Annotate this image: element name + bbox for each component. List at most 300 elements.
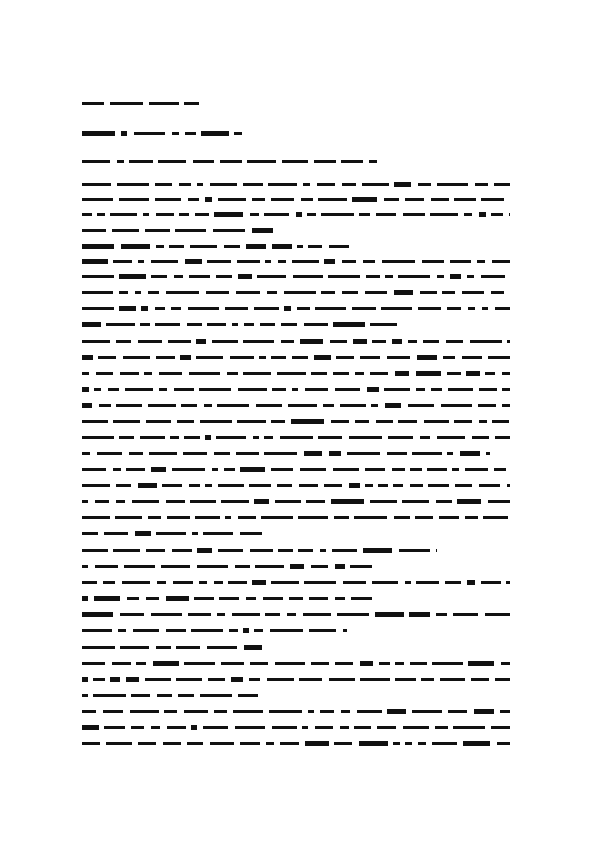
word-mark	[291, 419, 324, 424]
word-mark	[270, 629, 303, 632]
word-mark	[431, 388, 442, 391]
word-mark	[214, 452, 230, 455]
word-mark	[439, 516, 459, 519]
word-mark	[224, 245, 240, 248]
text-line	[82, 677, 510, 682]
word-mark	[332, 549, 357, 552]
word-mark	[335, 662, 353, 665]
word-mark	[350, 565, 372, 568]
word-mark	[353, 339, 367, 344]
word-mark	[366, 275, 380, 278]
word-mark	[442, 291, 455, 294]
word-mark	[146, 597, 159, 600]
word-mark	[212, 340, 238, 343]
word-mark	[307, 213, 316, 216]
word-mark	[212, 468, 218, 471]
word-mark	[116, 500, 125, 503]
word-mark	[471, 678, 489, 681]
word-mark	[405, 742, 412, 745]
word-mark	[303, 183, 310, 186]
word-mark	[324, 259, 335, 264]
word-mark	[405, 581, 411, 584]
word-mark	[334, 742, 352, 745]
word-mark	[134, 132, 165, 135]
word-mark	[365, 291, 387, 294]
text-line	[82, 725, 510, 730]
word-mark	[343, 629, 347, 632]
word-mark	[494, 183, 510, 186]
text-line	[82, 564, 372, 569]
word-mark	[311, 662, 329, 665]
word-mark	[415, 516, 433, 519]
word-mark	[82, 420, 108, 423]
word-mark	[140, 323, 150, 326]
word-mark	[362, 183, 389, 186]
word-mark	[225, 307, 248, 310]
word-mark	[116, 484, 131, 487]
word-mark	[372, 340, 386, 343]
text-line	[82, 371, 510, 376]
word-mark	[305, 741, 329, 746]
word-mark	[82, 725, 99, 730]
word-mark	[117, 183, 149, 186]
word-mark	[176, 678, 202, 681]
word-mark	[305, 388, 328, 391]
word-mark	[483, 516, 508, 519]
text-line	[82, 709, 510, 714]
word-mark	[116, 404, 142, 407]
word-mark	[360, 356, 380, 359]
word-mark	[250, 549, 273, 552]
word-mark	[166, 291, 199, 294]
word-mark	[172, 132, 179, 135]
word-mark	[250, 213, 259, 216]
word-mark	[220, 160, 242, 163]
word-mark	[315, 307, 346, 310]
word-mark	[97, 213, 105, 216]
word-mark	[187, 323, 202, 326]
word-mark	[207, 323, 226, 326]
word-mark	[156, 356, 175, 359]
word-mark	[418, 307, 441, 310]
word-mark	[238, 516, 256, 519]
word-mark	[321, 291, 335, 294]
word-mark	[486, 452, 490, 455]
word-mark	[189, 484, 200, 487]
word-mark	[176, 646, 200, 649]
word-mark	[146, 420, 171, 423]
word-mark	[436, 549, 437, 552]
word-mark	[292, 260, 319, 263]
word-mark	[196, 356, 223, 359]
word-mark	[416, 388, 425, 391]
text-line	[82, 259, 510, 264]
word-mark	[468, 661, 494, 666]
word-mark	[230, 356, 254, 359]
word-mark	[492, 260, 510, 263]
word-mark	[298, 549, 313, 552]
word-mark	[174, 388, 194, 391]
word-mark	[218, 198, 246, 201]
word-mark	[257, 275, 286, 278]
word-mark	[82, 629, 112, 632]
word-mark	[491, 213, 503, 216]
word-mark	[210, 742, 234, 745]
word-mark	[507, 340, 510, 343]
word-mark	[288, 404, 317, 407]
word-mark	[119, 436, 134, 439]
text-line	[82, 274, 510, 279]
word-mark	[376, 420, 393, 423]
word-mark	[300, 468, 326, 471]
word-mark	[309, 597, 328, 600]
word-mark	[479, 212, 486, 217]
word-mark	[321, 213, 354, 216]
word-mark	[167, 516, 190, 519]
word-mark	[314, 160, 336, 163]
word-mark	[259, 356, 266, 359]
word-mark	[233, 710, 263, 713]
text-line	[82, 645, 262, 650]
word-mark	[408, 404, 434, 407]
word-mark	[266, 742, 274, 745]
word-mark	[119, 274, 146, 279]
word-mark	[372, 581, 398, 584]
word-mark	[318, 198, 347, 201]
word-mark	[502, 388, 510, 391]
word-mark	[161, 565, 190, 568]
word-mark	[197, 183, 203, 186]
word-mark	[448, 388, 473, 391]
word-mark	[232, 613, 260, 616]
word-mark	[254, 499, 269, 504]
word-mark	[385, 275, 393, 278]
word-mark	[446, 340, 463, 343]
word-mark	[462, 356, 482, 359]
word-mark	[145, 229, 170, 232]
word-mark	[217, 613, 225, 616]
word-mark	[399, 549, 430, 552]
word-mark	[370, 500, 397, 503]
word-mark	[179, 183, 191, 186]
word-mark	[303, 613, 331, 616]
word-mark	[252, 580, 266, 585]
word-mark	[317, 183, 335, 186]
word-mark	[189, 372, 220, 375]
word-mark	[418, 742, 426, 745]
word-mark	[412, 710, 442, 713]
word-mark	[491, 291, 504, 294]
word-mark	[341, 710, 350, 713]
word-mark	[463, 741, 490, 746]
word-mark	[110, 213, 137, 216]
word-mark	[112, 662, 131, 665]
word-mark	[448, 710, 467, 713]
text-line	[82, 741, 510, 746]
word-mark	[162, 484, 182, 487]
word-mark	[98, 356, 116, 359]
word-mark	[488, 500, 510, 503]
text-line	[82, 531, 262, 536]
word-mark	[501, 662, 510, 665]
word-mark	[360, 661, 373, 666]
word-mark	[236, 291, 260, 294]
word-mark	[246, 244, 266, 249]
word-mark	[308, 245, 322, 248]
word-mark	[138, 742, 156, 745]
word-mark	[167, 726, 186, 729]
word-mark	[82, 183, 111, 186]
word-mark	[235, 565, 250, 568]
word-mark	[365, 468, 385, 471]
word-mark	[342, 291, 358, 294]
word-mark	[145, 678, 171, 681]
word-mark	[238, 274, 252, 279]
word-mark	[243, 628, 249, 633]
word-mark	[453, 726, 485, 729]
word-mark	[82, 694, 88, 697]
word-mark	[254, 307, 279, 310]
word-mark	[445, 581, 461, 584]
word-mark	[506, 581, 510, 584]
word-mark	[82, 710, 96, 713]
word-mark	[236, 452, 259, 455]
word-mark	[227, 372, 238, 375]
word-mark	[138, 483, 157, 488]
word-mark	[409, 612, 430, 617]
word-mark	[163, 742, 181, 745]
word-mark	[355, 372, 364, 375]
word-mark	[418, 183, 431, 186]
word-mark	[238, 694, 258, 697]
word-mark	[282, 160, 308, 163]
word-mark	[149, 452, 177, 455]
word-mark	[190, 245, 217, 248]
word-mark	[377, 726, 396, 729]
word-mark	[95, 565, 118, 568]
word-mark	[82, 565, 88, 568]
word-mark	[509, 213, 510, 216]
word-mark	[304, 581, 336, 584]
word-mark	[369, 160, 377, 163]
word-mark	[297, 307, 310, 310]
word-mark	[278, 260, 286, 263]
word-mark	[148, 404, 176, 407]
word-mark	[252, 228, 273, 233]
word-mark	[430, 213, 458, 216]
word-mark	[132, 500, 159, 503]
word-mark	[405, 198, 424, 201]
text-line	[82, 661, 510, 666]
word-mark	[247, 160, 276, 163]
word-mark	[481, 275, 505, 278]
word-mark	[354, 726, 371, 729]
word-mark	[124, 565, 155, 568]
word-mark	[431, 198, 449, 201]
word-mark	[314, 355, 331, 360]
word-mark	[447, 307, 461, 310]
word-mark	[280, 742, 299, 745]
word-mark	[208, 678, 225, 681]
word-mark	[275, 662, 305, 665]
word-mark	[116, 340, 131, 343]
text-line	[82, 515, 510, 520]
word-mark	[214, 710, 227, 713]
word-mark	[393, 742, 400, 745]
word-mark	[234, 132, 242, 135]
word-mark	[193, 160, 214, 163]
word-mark	[126, 468, 145, 471]
word-mark	[343, 581, 366, 584]
word-mark	[271, 581, 299, 584]
word-mark	[177, 420, 194, 423]
word-mark	[335, 564, 345, 569]
word-mark	[238, 388, 267, 391]
word-mark	[264, 213, 289, 216]
word-mark	[191, 725, 197, 730]
word-mark	[82, 468, 106, 471]
word-mark	[244, 323, 254, 326]
word-mark	[335, 597, 345, 600]
word-mark	[331, 499, 364, 504]
word-mark	[272, 388, 286, 391]
word-mark	[82, 372, 89, 375]
word-mark	[481, 198, 504, 201]
word-mark	[243, 183, 263, 186]
word-mark	[205, 197, 212, 202]
word-mark	[385, 403, 401, 408]
word-mark	[82, 662, 105, 665]
word-mark	[118, 629, 126, 632]
word-mark	[422, 260, 444, 263]
word-mark	[110, 102, 143, 105]
word-mark	[395, 678, 416, 681]
word-mark	[341, 160, 363, 163]
word-mark	[271, 198, 294, 201]
word-mark	[466, 371, 480, 376]
word-mark	[82, 403, 92, 408]
word-mark	[367, 387, 379, 392]
word-mark	[218, 484, 244, 487]
word-mark	[112, 229, 139, 232]
word-mark	[157, 694, 172, 697]
text-line	[82, 451, 490, 456]
word-mark	[427, 468, 447, 471]
text-line	[82, 290, 510, 295]
word-mark	[94, 596, 120, 601]
word-mark	[82, 244, 114, 249]
word-mark	[156, 245, 164, 248]
word-mark	[417, 355, 437, 360]
word-mark	[311, 372, 327, 375]
word-mark	[479, 420, 487, 423]
word-mark	[315, 726, 333, 729]
word-mark	[216, 436, 246, 439]
word-mark	[216, 275, 232, 278]
word-mark	[329, 245, 349, 248]
word-mark	[126, 677, 139, 682]
word-mark	[168, 340, 191, 343]
word-mark	[200, 694, 232, 697]
word-mark	[155, 198, 181, 201]
word-mark	[104, 532, 128, 535]
word-mark	[155, 307, 165, 310]
word-mark	[340, 404, 366, 407]
word-mark	[115, 516, 142, 519]
word-mark	[151, 275, 167, 278]
word-mark	[130, 710, 159, 713]
word-mark	[244, 645, 262, 650]
word-mark	[502, 372, 510, 375]
word-mark	[349, 436, 382, 439]
text-line	[82, 387, 510, 392]
word-mark	[477, 260, 485, 263]
word-mark	[93, 678, 105, 681]
word-mark	[195, 516, 220, 519]
word-mark	[278, 549, 293, 552]
word-mark	[481, 581, 501, 584]
word-mark	[277, 484, 292, 487]
word-mark	[171, 307, 181, 310]
word-mark	[159, 388, 167, 391]
word-mark	[267, 291, 277, 294]
word-mark	[485, 372, 495, 375]
word-mark	[495, 436, 510, 439]
word-mark	[82, 291, 113, 294]
word-mark	[240, 742, 260, 745]
text-line	[82, 548, 437, 553]
word-mark	[337, 613, 369, 616]
word-mark	[370, 323, 397, 326]
word-mark	[329, 451, 341, 456]
word-mark	[129, 452, 143, 455]
word-mark	[479, 484, 500, 487]
word-mark	[271, 420, 285, 423]
word-mark	[416, 581, 439, 584]
word-mark	[82, 340, 110, 343]
word-mark	[246, 597, 256, 600]
word-mark	[131, 726, 144, 729]
word-mark	[450, 260, 471, 263]
text-line	[82, 499, 510, 504]
text-line	[82, 197, 510, 202]
word-mark	[174, 275, 183, 278]
word-mark	[133, 629, 159, 632]
word-mark	[240, 532, 262, 535]
word-mark	[110, 677, 120, 682]
word-mark	[121, 244, 150, 249]
word-mark	[179, 213, 189, 216]
word-mark	[250, 662, 268, 665]
word-mark	[237, 260, 260, 263]
word-mark	[395, 662, 404, 665]
word-mark	[472, 436, 489, 439]
word-mark	[340, 726, 349, 729]
word-mark	[151, 726, 160, 729]
word-mark	[158, 160, 186, 163]
word-mark	[82, 102, 104, 105]
word-mark	[420, 436, 430, 439]
word-mark	[153, 661, 179, 666]
word-mark	[264, 452, 297, 455]
word-mark	[207, 646, 237, 649]
word-mark	[491, 726, 510, 729]
word-mark	[113, 420, 140, 423]
word-mark	[293, 275, 323, 278]
word-mark	[82, 229, 106, 232]
text-line	[82, 228, 277, 233]
word-mark	[331, 420, 349, 423]
